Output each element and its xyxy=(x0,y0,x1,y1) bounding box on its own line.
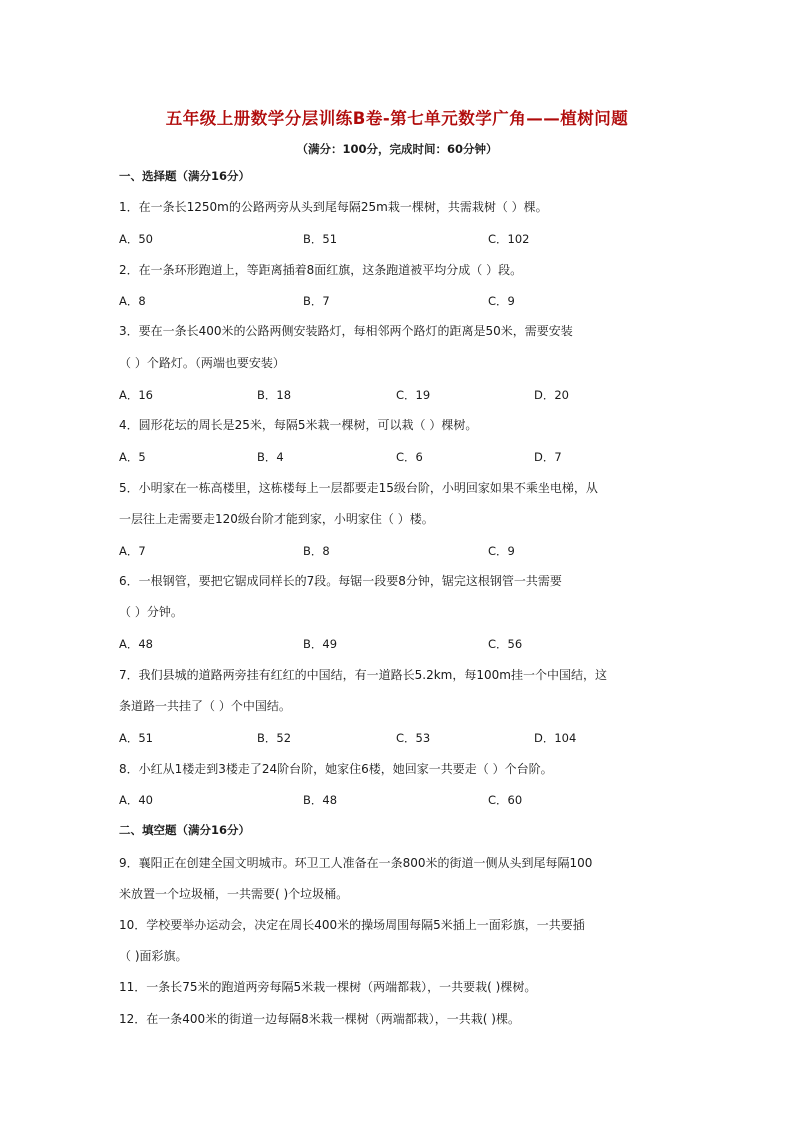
question-6-line-2: （ ）分钟。 xyxy=(119,605,183,619)
question-4-option-c: C．6 xyxy=(396,450,423,464)
question-5-line-2: 一层往上走需要走120级台阶才能到家，小明家住（ ）楼。 xyxy=(119,512,434,526)
question-5-line-1: 5．小明家在一栋高楼里，这栋楼每上一层都要走15级台阶，小明回家如果不乘坐电梯，从 xyxy=(119,481,598,495)
question-10-line-1: 10．学校要举办运动会，决定在周长400米的操场周围每隔5米插上一面彩旗，一共要插 xyxy=(119,918,585,932)
question-7-option-a: A．51 xyxy=(119,731,154,745)
question-2-option-a: A．8 xyxy=(119,294,146,308)
question-5-option-c: C．9 xyxy=(488,544,515,558)
question-8-line-1: 8．小红从1楼走到3楼走了24阶台阶，她家住6楼，她回家一共要走（ ）个台阶。 xyxy=(119,762,553,776)
question-1-line-1: 1．在一条长1250m的公路两旁从头到尾每隔25m栽一棵树，共需栽树（ ）棵。 xyxy=(119,200,548,214)
question-7-option-d: D．104 xyxy=(534,731,577,745)
question-3-option-d: D．20 xyxy=(534,388,569,402)
question-6-option-c: C．56 xyxy=(488,637,523,651)
question-1-option-b: B．51 xyxy=(303,232,338,246)
question-8-option-a: A．40 xyxy=(119,793,154,807)
question-4-option-a: A．5 xyxy=(119,450,146,464)
question-3-line-2: （ ）个路灯。（两端也要安装） xyxy=(119,356,285,370)
question-7-line-2: 条道路一共挂了（ ）个中国结。 xyxy=(119,699,291,713)
question-3-option-a: A．16 xyxy=(119,388,154,402)
question-5-option-b: B．8 xyxy=(303,544,330,558)
question-11-line-1: 11．一条长75米的跑道两旁每隔5米栽一棵树（两端都栽），一共要栽( )棵树。 xyxy=(119,980,537,994)
page-title: 五年级上册数学分层训练B卷-第七单元数学广角——植树问题 xyxy=(165,109,629,128)
question-12-line-1: 12．在一条400米的街道一边每隔8米栽一棵树（两端都栽），一共栽( )棵。 xyxy=(119,1012,520,1026)
question-2-option-b: B．7 xyxy=(303,294,330,308)
question-9-line-2: 米放置一个垃圾桶，一共需要( )个垃圾桶。 xyxy=(119,887,349,901)
question-2-option-c: C．9 xyxy=(488,294,515,308)
question-2-line-1: 2．在一条环形跑道上，等距离插着8面红旗，这条跑道被平均分成（ ）段。 xyxy=(119,263,523,277)
section-heading-fill: 二、填空题（满分16分） xyxy=(119,823,251,837)
question-7-option-c: C．53 xyxy=(396,731,431,745)
question-8-option-b: B．48 xyxy=(303,793,338,807)
question-6-option-b: B．49 xyxy=(303,637,338,651)
question-3-option-b: B．18 xyxy=(257,388,292,402)
question-1-option-a: A．50 xyxy=(119,232,154,246)
question-6-line-1: 6．一根钢管，要把它锯成同样长的7段。每锯一段要8分钟，锯完这根钢管一共需要 xyxy=(119,574,562,588)
question-7-option-b: B．52 xyxy=(257,731,292,745)
question-4-line-1: 4．圆形花坛的周长是25米，每隔5米栽一棵树，可以栽（ ）棵树。 xyxy=(119,418,478,432)
question-8-option-c: C．60 xyxy=(488,793,523,807)
question-4-option-d: D．7 xyxy=(534,450,562,464)
page-subtitle: （满分：100分，完成时间：60分钟） xyxy=(296,142,498,156)
question-6-option-a: A．48 xyxy=(119,637,154,651)
question-4-option-b: B．4 xyxy=(257,450,284,464)
section-heading-choice: 一、选择题（满分16分） xyxy=(119,169,251,183)
question-9-line-1: 9．襄阳正在创建全国文明城市。环卫工人准备在一条800米的街道一侧从头到尾每隔100 xyxy=(119,856,593,870)
question-10-line-2: （ )面彩旗。 xyxy=(119,949,188,963)
question-5-option-a: A．7 xyxy=(119,544,146,558)
question-3-line-1: 3．要在一条长400米的公路两侧安装路灯，每相邻两个路灯的距离是50米，需要安装 xyxy=(119,324,573,338)
question-3-option-c: C．19 xyxy=(396,388,431,402)
question-1-option-c: C．102 xyxy=(488,232,530,246)
question-7-line-1: 7．我们县城的道路两旁挂有红红的中国结，有一道路长5.2km，每100m挂一个中国结，这 xyxy=(119,668,607,682)
